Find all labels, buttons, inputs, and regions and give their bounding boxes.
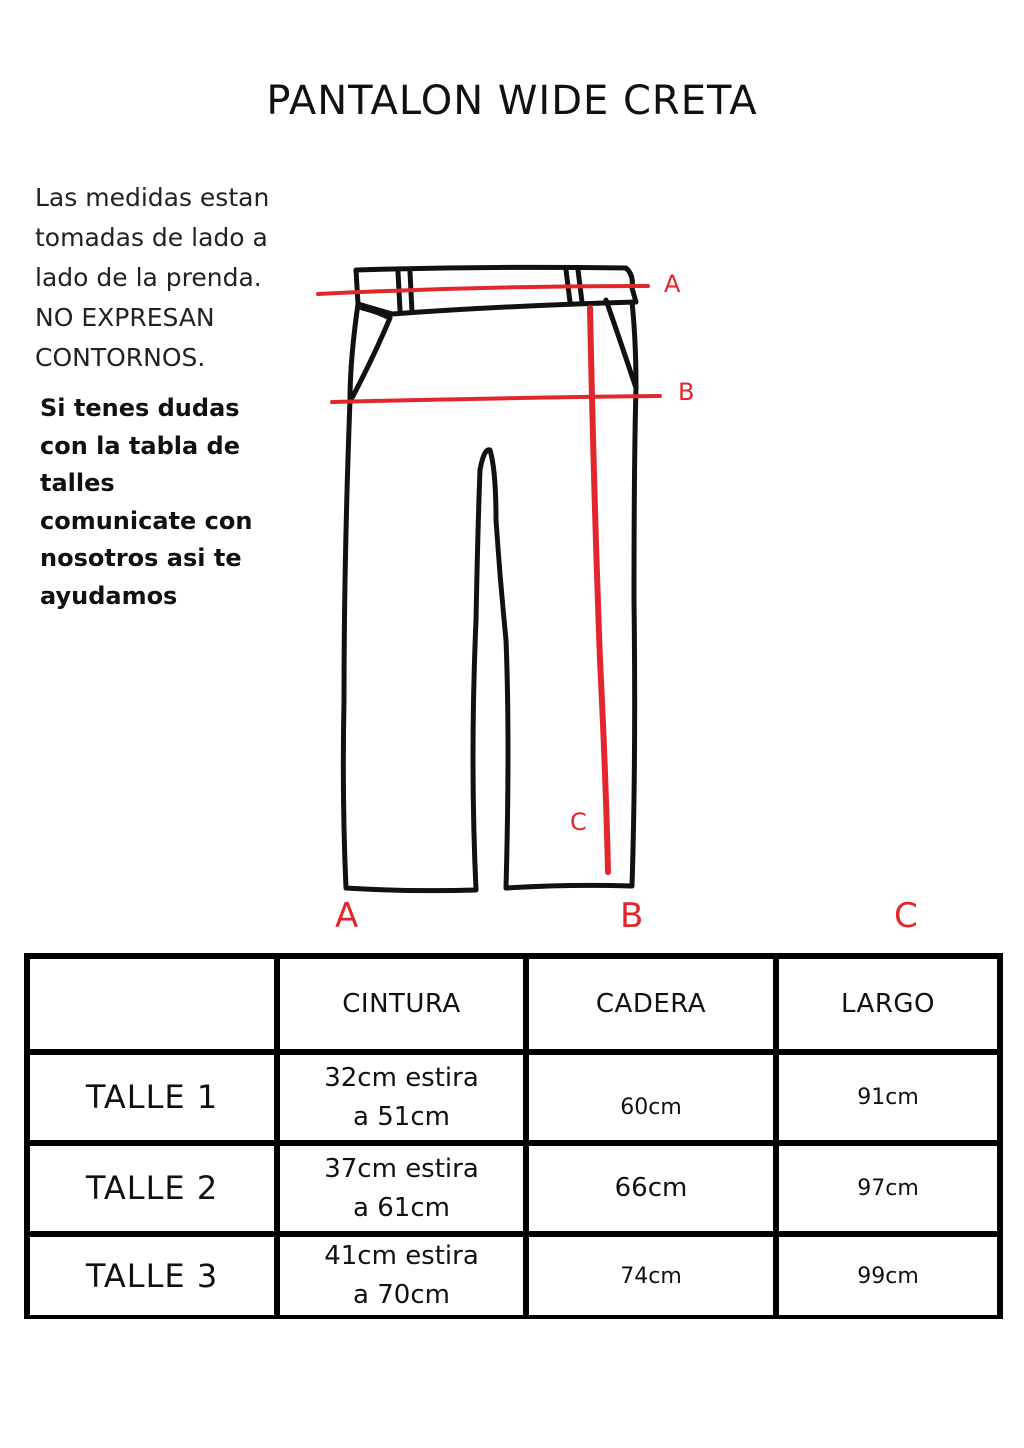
help-line: nosotros asi te [40,544,242,572]
line-label-c: C [570,808,587,836]
help-line: ayudamos [40,581,178,610]
largo-cell: 97cm [779,1146,997,1231]
measure-line-b [332,396,660,402]
column-letter-a: A [335,896,359,936]
table-header-empty [30,959,274,1049]
column-letter-b: B [620,896,644,936]
cintura-value: 37cm estira [324,1153,479,1184]
cintura-max: a 51cm [353,1101,450,1132]
cintura-cell [280,1055,523,1140]
line-label-a: A [664,270,681,298]
cadera-cell: 60cm [529,1055,773,1140]
help-line: Si tenes dudas [40,394,240,422]
size-table [24,953,1003,1319]
pants-outline-left [343,304,508,891]
row-label: TALLE 1 [30,1055,274,1140]
pants-outline-right [506,302,636,888]
cintura-cell [280,1146,523,1231]
cintura-max: a 61cm [353,1192,450,1223]
note-line: NO EXPRESAN [35,303,215,332]
help-line: comunicate con [40,506,253,535]
cintura-value: 32cm estira [324,1062,479,1093]
note-line: lado de la prenda. [35,263,262,292]
table-header-largo: LARGO [779,959,997,1049]
page-title: PANTALON WIDE CRETA [266,78,758,124]
table-header-cadera: CADERA [529,959,773,1049]
measure-line-c [590,308,608,872]
row-label: TALLE 2 [30,1146,274,1231]
cintura-value: 41cm estira [324,1241,479,1271]
cadera-cell: 74cm [529,1237,773,1315]
row-label: TALLE 3 [30,1237,274,1315]
help-line: con la tabla de [40,431,241,460]
largo-cell: 91cm [779,1055,997,1140]
measure-line-a [318,286,648,294]
column-letter-c: C [894,896,918,936]
note-line: tomadas de lado a [35,223,268,252]
note-line: CONTORNOS. [35,343,206,372]
note-line: Las medidas estan [35,183,270,212]
cintura-max: a 70cm [353,1280,450,1310]
cadera-cell: 66cm [529,1146,773,1231]
cintura-cell [280,1237,523,1315]
line-label-b: B [678,378,695,406]
help-line: talles [40,469,115,497]
table-header-cintura: CINTURA [280,959,523,1049]
largo-cell: 99cm [779,1237,997,1315]
